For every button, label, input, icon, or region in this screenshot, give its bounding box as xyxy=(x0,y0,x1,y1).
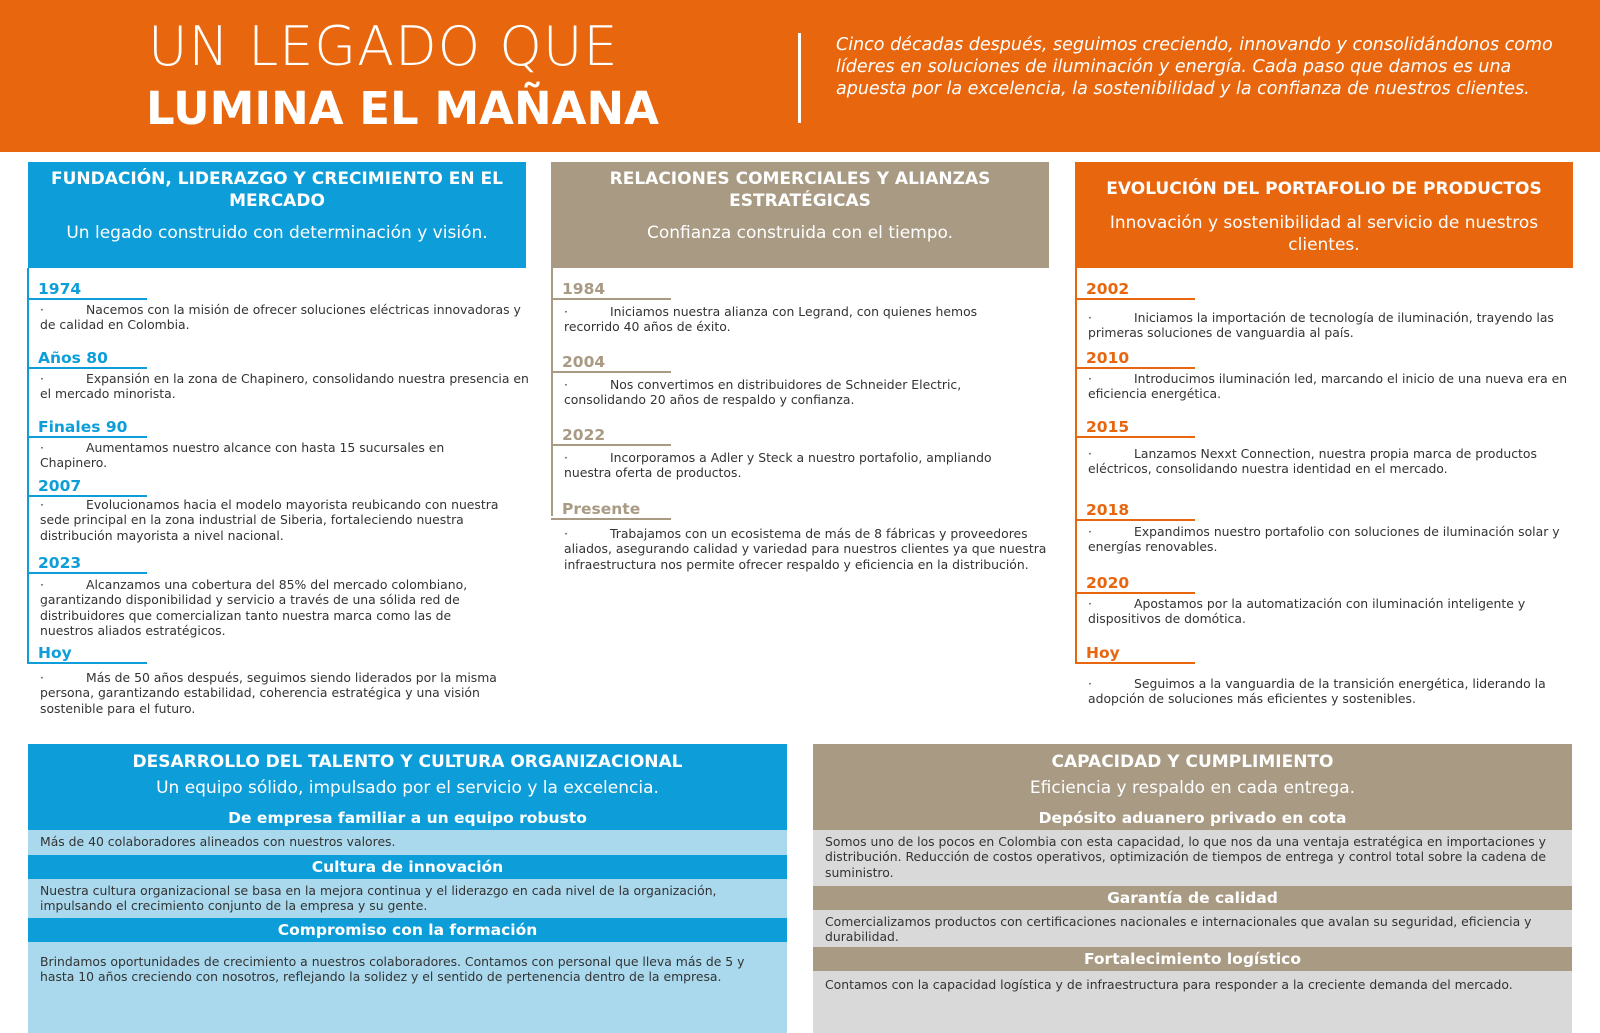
header-divider xyxy=(798,33,801,123)
timeline-year: 2020 xyxy=(1086,574,1130,592)
section-text: Somos uno de los pocos en Colombia con esta capacidad, lo que nos da una ventaja estratégica en importaciones y distribución. Reducción de costos operativos, optimización de tiempos de entrega y control total sobre la cadena de suministro. xyxy=(825,834,1546,880)
column-foundation xyxy=(28,162,526,268)
year-underline xyxy=(1075,592,1195,594)
timeline-year: Hoy xyxy=(1086,644,1120,662)
timeline-text: · Nacemos con la misión de ofrecer soluciones eléctricas innovadoras y de calidad en Colombia. xyxy=(40,302,521,333)
year-underline xyxy=(1075,519,1195,521)
year-underline xyxy=(27,298,147,300)
timeline-text: · Aumentamos nuestro alcance con hasta 15 sucursales en Chapinero. xyxy=(40,440,445,471)
timeline-year: Finales 90 xyxy=(38,418,128,436)
year-underline xyxy=(27,662,147,664)
timeline-year: 2022 xyxy=(562,426,606,444)
section-text: Brindamos oportunidades de crecimiento a nuestros colaboradores. Contamos con personal que lleva más de 5 y hasta 10 años creciendo con nosotros, reflejando la solidez y el sentido de pertenencia dentro de la empresa. xyxy=(40,954,745,985)
timeline-year: 2007 xyxy=(38,477,82,495)
timeline-text: · Alcanzamos una cobertura del 85% del mercado colombiano, garantizando disponibilidad y servicio a través de una sólida red de distribuidores que comercializan tanto nuestra marca como las de nuestros aliados estratégicos. xyxy=(40,577,468,639)
talent-panel xyxy=(28,744,787,1033)
column-header xyxy=(1075,162,1573,268)
column-header xyxy=(28,162,526,268)
section-heading: Fortalecimiento logístico xyxy=(813,947,1572,971)
column-title: EVOLUCIÓN DEL PORTAFOLIO DE PRODUCTOS xyxy=(1106,179,1542,199)
timeline-text: · Introducimos iluminación led, marcando el inicio de una nueva era en eficiencia energética. xyxy=(1088,371,1568,402)
timeline-year: 1984 xyxy=(562,280,606,298)
timeline-line xyxy=(1075,268,1077,664)
title-line-2: LUMINA EL MAÑANA xyxy=(146,82,659,135)
year-underline xyxy=(551,518,671,520)
header-banner xyxy=(0,0,1600,152)
column-portfolio xyxy=(1075,162,1573,268)
timeline-year: Años 80 xyxy=(38,349,108,367)
timeline-line xyxy=(27,268,29,664)
panel-title: DESARROLLO DEL TALENTO Y CULTURA ORGANIZACIONAL xyxy=(132,752,683,772)
timeline-year: 2004 xyxy=(562,353,606,371)
section-heading: Garantía de calidad xyxy=(813,886,1572,910)
column-alliances xyxy=(551,162,1049,268)
section-heading: De empresa familiar a un equipo robusto xyxy=(28,806,787,830)
timeline-year: 2002 xyxy=(1086,280,1130,298)
timeline-year: Presente xyxy=(562,500,641,518)
panel-title: CAPACIDAD Y CUMPLIMIENTO xyxy=(1051,752,1334,772)
timeline-year: 2015 xyxy=(1086,418,1130,436)
panel-subtitle: Un equipo sólido, impulsado por el servicio y la excelencia. xyxy=(156,778,659,798)
timeline-text: · Lanzamos Nexxt Connection, nuestra propia marca de productos eléctricos, consolidando nuestra identidad en el mercado. xyxy=(1088,446,1537,477)
title-line-1: UN LEGADO QUE xyxy=(148,15,619,78)
section-text: Nuestra cultura organizacional se basa en la mejora continua y el liderazgo en cada nivel de la organización, impulsando el crecimiento conjunto de la empresa y su gente. xyxy=(40,883,717,914)
year-underline xyxy=(27,436,147,438)
section-text: Contamos con la capacidad logística y de infraestructura para responder a la creciente demanda del mercado. xyxy=(825,977,1513,992)
timeline-text: · Nos convertimos en distribuidores de Schneider Electric, consolidando 20 años de respaldo y confianza. xyxy=(564,377,962,408)
column-subtitle: Confianza construida con el tiempo. xyxy=(646,223,954,243)
panel-subtitle: Eficiencia y respaldo en cada entrega. xyxy=(1029,778,1356,798)
column-subtitle: Innovación y sostenibilidad al servicio de nuestros clientes. xyxy=(1109,213,1539,255)
section-heading: Compromiso con la formación xyxy=(28,918,787,942)
timeline-text: · Apostamos por la automatización con iluminación inteligente y dispositivos de domótica. xyxy=(1088,596,1526,627)
timeline-text: · Evolucionamos hacia el modelo mayorista reubicando con nuestra sede principal en la zona industrial de Siberia, fortaleciendo nuestra distribución mayorista a nivel nacional. xyxy=(40,497,499,543)
timeline-text: · Expandimos nuestro portafolio con soluciones de iluminación solar y energías renovables. xyxy=(1088,524,1560,555)
column-title: FUNDACIÓN, LIDERAZGO Y CRECIMIENTO EN EL MERCADO xyxy=(50,169,503,211)
timeline-text: · Más de 50 años después, seguimos siendo liderados por la misma persona, garantizando estabilidad, coherencia estratégica y una visión sostenible para el futuro. xyxy=(40,670,497,716)
column-title: RELACIONES COMERCIALES Y ALIANZAS ESTRATÉGICAS xyxy=(609,169,991,211)
timeline-year: 1974 xyxy=(38,280,82,298)
year-underline xyxy=(551,444,671,446)
section-text: Más de 40 colaboradores alineados con nuestros valores. xyxy=(40,834,396,849)
year-underline xyxy=(27,367,147,369)
year-underline xyxy=(27,572,147,574)
timeline-year: 2018 xyxy=(1086,501,1130,519)
section-heading: Cultura de innovación xyxy=(28,855,787,879)
timeline-text: · Seguimos a la vanguardia de la transición energética, liderando la adopción de soluciones más eficientes y sostenibles. xyxy=(1088,676,1546,707)
year-underline xyxy=(1075,298,1195,300)
column-header xyxy=(551,162,1049,268)
timeline-text: · Expansión en la zona de Chapinero, consolidando nuestra presencia en el mercado minorista. xyxy=(40,371,529,402)
timeline-text: · Incorporamos a Adler y Steck a nuestro portafolio, ampliando nuestra oferta de productos. xyxy=(564,450,992,481)
timeline-year: 2010 xyxy=(1086,349,1130,367)
section-text: Comercializamos productos con certificaciones nacionales e internacionales que avalan su seguridad, eficiencia y durabilidad. xyxy=(825,914,1532,945)
year-underline xyxy=(1075,367,1195,369)
timeline-text: · Iniciamos la importación de tecnología de iluminación, trayendo las primeras soluciones de vanguardia al país. xyxy=(1088,310,1554,341)
year-underline xyxy=(551,298,671,300)
column-subtitle: Un legado construido con determinación y visión. xyxy=(66,223,488,243)
year-underline xyxy=(1075,436,1195,438)
year-underline xyxy=(1075,662,1195,664)
timeline-year: 2023 xyxy=(38,554,82,572)
capacity-panel xyxy=(813,744,1572,1033)
header-subtitle: Cinco décadas después, seguimos creciendo, innovando y consolidándonos como líderes en soluciones de iluminación y energía. Cada paso que damos es una apuesta por la excelencia, la sostenibilidad y la confianza de nuestros clientes. xyxy=(836,35,1553,99)
timeline-year: Hoy xyxy=(38,644,72,662)
timeline-text: · Trabajamos con un ecosistema de más de 8 fábricas y proveedores aliados, asegurando calidad y variedad para nuestros clientes ya que nuestra infraestructura nos permite ofrecer respaldo y eficiencia en la distribución. xyxy=(564,526,1047,572)
section-heading: Depósito aduanero privado en cota xyxy=(813,806,1572,830)
year-underline xyxy=(551,371,671,373)
timeline-text: · Iniciamos nuestra alianza con Legrand, con quienes hemos recorrido 40 años de éxito. xyxy=(564,304,978,335)
timeline-line xyxy=(551,268,553,516)
